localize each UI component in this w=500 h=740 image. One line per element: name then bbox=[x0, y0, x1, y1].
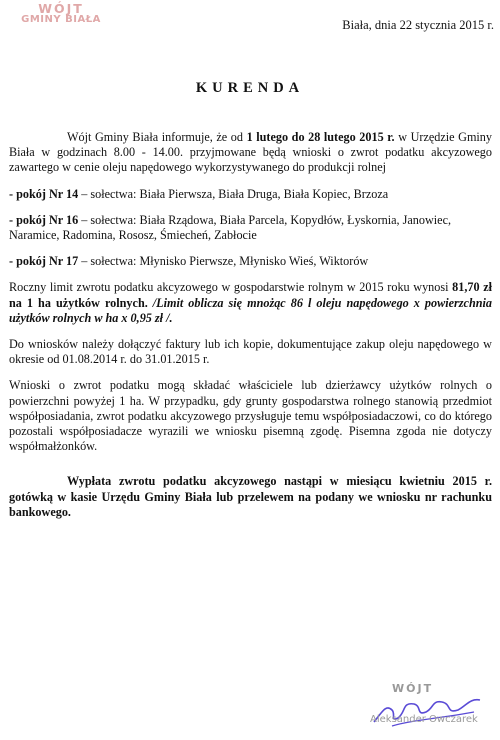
intro-text-2: w Urzędzie Gminy Biała w godzinach 8.00 - 14.00. przyjmowane będą wnioski o zwrot podatku akcyzowego zawartego w cenie oleju napędowego wykorzystywanego do produkcji rolnej bbox=[9, 130, 492, 175]
official-stamp bbox=[6, 2, 116, 26]
intro-text-1: Wójt Gminy Biała informuje, że od bbox=[67, 130, 247, 144]
payment-paragraph: Wypłata zwrotu podatku akcyzowego nastąpi w miesiącu kwietniu 2015 r. gotówką w kasie Urzędu Gminy Biała lub przelewem na podany we wniosku nr rachunku bankowego. bbox=[9, 474, 492, 519]
signatory-name: Aleksander Owczarek bbox=[370, 714, 478, 725]
document-body bbox=[9, 130, 492, 531]
intro-paragraph bbox=[9, 130, 492, 176]
attachments-paragraph: Do wniosków należy dołączyć faktury lub ich kopie, dokumentujące zakup oleju napędowego w okresie od 01.08.2014 r. do 31.01.2015 r. bbox=[9, 337, 492, 367]
document-date: Biała, dnia 22 stycznia 2015 r. bbox=[342, 18, 494, 32]
room-14-villages: – sołectwa: Biała Pierwsza, Biała Druga, Biała Kopiec, Brzoza bbox=[78, 186, 389, 201]
limit-amount: 81,70 zł na 1 ha użytków rolnych. bbox=[9, 280, 492, 310]
document-title: KURENDA bbox=[195, 80, 305, 96]
room-17-villages: – sołectwa: Młynisko Pierwsze, Młynisko Wieś, Wiktorów bbox=[78, 254, 369, 269]
room-16-villages: – sołectwa: Biała Rządowa, Biała Parcela, Kopydłów, Łyskornia, Janowiec, Naramice, Radomina, Rososz, Śmiecheń, Zabłocie bbox=[9, 212, 452, 243]
handwritten-signature bbox=[362, 682, 494, 738]
room-14-label: - pokój Nr 14 bbox=[9, 186, 79, 201]
stamp-line-2: GMINY BIAŁA bbox=[21, 14, 101, 26]
limit-paragraph bbox=[9, 280, 492, 326]
room-16-paragraph bbox=[9, 213, 492, 243]
stamp-line-1: WÓJT bbox=[38, 1, 84, 16]
room-16-label: - pokój Nr 16 bbox=[9, 212, 79, 227]
room-17-label: - pokój Nr 17 bbox=[9, 254, 79, 269]
signature-stamp-title: WÓJT bbox=[392, 682, 434, 695]
limit-text: Roczny limit zwrotu podatku akcyzowego w gospodarstwie rolnym w 2015 roku wynosi bbox=[9, 280, 453, 295]
room-14-paragraph bbox=[9, 187, 492, 202]
limit-formula: /Limit oblicza się mnożąc 86 l oleju napędowego x powierzchnia użytków rolnych w ha x 0,95 zł /. bbox=[9, 295, 492, 325]
signature-block bbox=[362, 682, 494, 738]
intro-dates: 1 lutego do 28 lutego 2015 r. bbox=[246, 130, 395, 144]
eligibility-paragraph: Wnioski o zwrot podatku mogą składać właściciele lub dzierżawcy użytków rolnych o powierzchni powyżej 1 ha. W przypadku, gdy grunty gospodarstwa rolnego stanowią przedmiot współposiadania, zwrot podatku akcyzowego przysługuje temu współposiadaczowi, co do którego pozostali współposiadacze wyrazili we wniosku pisemną zgodę. Pisemna zgoda nie dotyczy współmałżonków. bbox=[9, 378, 492, 454]
room-17-paragraph bbox=[9, 254, 492, 269]
